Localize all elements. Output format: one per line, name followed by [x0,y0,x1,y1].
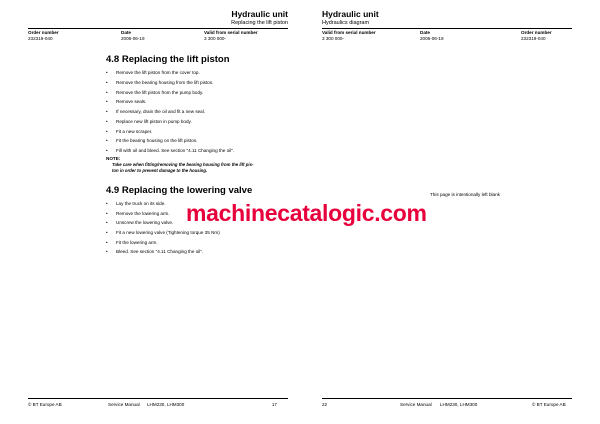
left-date-label: Date [121,30,131,35]
right-footer-page-number: 22 [322,402,328,407]
left-footer-models: LHM230, LHM300 [147,402,185,407]
step-item: • Lay the truck on its side. [106,201,166,206]
left-header-rule [28,28,288,29]
note-text-line-1: Take care when fitting/removing the bearing housing from the lift pis- [112,162,254,167]
left-footer-manual: Service Manual [108,402,140,407]
left-order-number-value: 232319-040 [28,36,53,41]
step-item: • Fit a new scraper. [106,129,153,134]
step-item: • Fit the bearing housing on the lift piston. [106,138,198,143]
right-footer-copyright: © BT Europe AB [532,402,566,407]
note-label: NOTE: [106,156,121,161]
section-4-8-title: 4.8 Replacing the lift piston [106,54,230,65]
step-item: • Unscrew the lowering valve. [106,220,174,225]
right-footer-manual: Service Manual [400,402,432,407]
step-item: • Replace new lift piston in pump body. [106,119,192,124]
step-item: • Bleed. See section "4.11 Changing the oil". [106,249,204,254]
right-date-label: Date [420,30,430,35]
step-item: • Remove the lift piston from the pump body. [106,90,204,95]
step-item: • Fit a new lowering valve (Tightening torque 35 Nm) [106,230,220,235]
step-item: • Remove the lift piston from the cover top. [106,70,200,75]
left-date-value: 2006-06-19 [121,36,145,41]
watermark-text: machinecatalogic.com [186,200,427,226]
right-header-subtitle: Hydraulics diagram [322,20,370,26]
left-footer-rule [28,398,288,399]
step-item: • Fill with oil and bleed. See section "4.11 Changing the oil". [106,148,235,153]
section-4-9-title: 4.9 Replacing the lowering valve [106,185,253,196]
right-order-number-label: Order number [521,30,552,35]
right-date-value: 2006-06-19 [420,36,444,41]
left-footer-copyright: © BT Europe AB [28,402,62,407]
left-order-number-label: Order number [28,30,59,35]
step-item: • Remove seals. [106,99,147,104]
right-header-title: Hydraulic unit [322,9,379,19]
right-serial-value: 3 300 000- [322,36,344,41]
step-item: • Fit the lowering arm. [106,240,158,245]
right-header-rule [322,28,572,29]
step-item: • If necessary, drain the oil and fit a new seal. [106,109,206,114]
left-serial-label: Valid from serial number [204,30,258,35]
right-order-number-value: 232319-040 [521,36,546,41]
left-footer-page-number: 17 [271,402,277,407]
step-item: • Remove the lowering arm. [106,211,170,216]
note-text-line-2: ton in order to prevent damage to the housing. [112,168,208,173]
right-serial-label: Valid from serial number [322,30,376,35]
blank-page-notice: This page is intentionally left blank [430,192,500,197]
left-serial-value: 3 300 000- [204,36,226,41]
right-footer-rule [322,398,572,399]
left-header-title: Hydraulic unit [231,9,288,19]
left-header-subtitle: Replacing the lift piston [231,20,288,26]
step-item: • Remove the bearing housing from the lift piston. [106,80,214,85]
right-footer-models: LHM230, LHM300 [440,402,478,407]
